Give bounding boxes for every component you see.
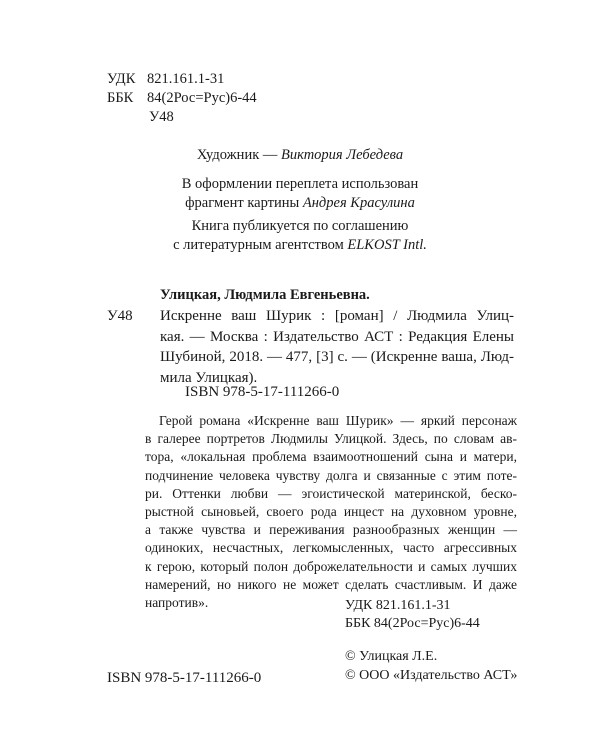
- bib-isbn: ISBN 978-5-17-111266-0: [185, 384, 340, 400]
- bib-author-mark: У48: [107, 308, 133, 324]
- agreement-note: Книга публикуется по соглашению с литературным агентством ELKOST Intl.: [173, 218, 427, 253]
- bib-author-heading: Улицкая, Людмила Евгеньевна.: [160, 287, 370, 303]
- copyright-publisher: © ООО «Издательство АСТ»: [345, 668, 518, 683]
- bbk-bottom: ББК 84(2Рос=Рус)6-44: [345, 616, 480, 631]
- copyright-author: © Улицкая Л.Е.: [345, 649, 438, 664]
- copyrights: [345, 647, 517, 685]
- udk-bottom: УДК 821.161.1-31: [345, 598, 451, 613]
- artist-credit: Художник — Виктория Лебедева: [196, 147, 404, 163]
- cover-credit: В оформлении переплета использован фрагмент картины Андрея Красулина: [181, 176, 419, 211]
- bib-description: Искренне ваш Шурик : [роман] / Людмила Улиц- кая. — Москва : Издательство АСТ : Редакция Елены Шубиной, 2018. — 477, [3] с. — (Искренне ваша, Люд- мила Улицкая).: [160, 308, 514, 386]
- bbk-top: ББК 84(2Рос=Рус)6-44: [107, 90, 257, 106]
- annotation: Герой романа «Искренне ваш Шурик» — яркий персонаж в галерее портретов Людмилы Улицкой. Здесь, по словам ав- тора, «локальная проблема взаимоотношений сына и матери, подчинение человека чувству долга и связанные с этим поте- ри. Оттенки любви — эгоистической материнской, беско- рыстной сыновьей, своего рода инцест на духовном уровне, а также чувства и переживания разнообразных женщин — одиноких, несчастных, легкомысленных, часто агрессивных к герою, который полон доброжелательности и самых лучших намерений, но никого не может сделать счастливым. И даже напротив».: [145, 413, 517, 611]
- udk-top: УДК 821.161.1-31: [107, 71, 225, 87]
- author-mark-top: У48: [149, 109, 174, 125]
- classification-top: [107, 70, 257, 127]
- isbn-bottom: ISBN 978-5-17-111266-0: [107, 670, 262, 686]
- classification-bottom: [345, 597, 480, 633]
